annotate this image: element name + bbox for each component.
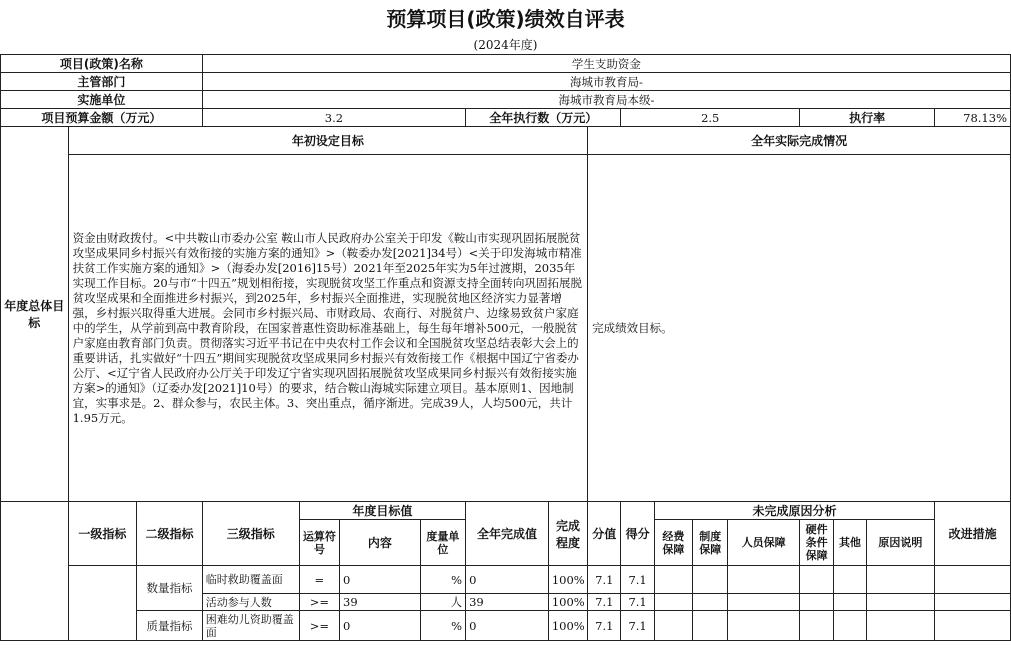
reason-staff-cell [728,594,800,611]
reasons-header: 未完成原因分析 [654,502,934,520]
reason-hardware-cell [800,611,834,641]
completion-cell: 100% [548,594,587,611]
level1-header: 一级指标 [68,502,137,566]
reason-other-cell [834,566,866,594]
unit-cell: % [420,611,465,641]
level2-cell: 数量指标 [137,566,203,611]
initial-goal-text: 资金由财政拨付。<中共鞍山市委办公室 鞍山市人民政府办公室关于印发《鞍山市实现巩固拓展脱贫攻坚成果同乡村振兴有效衔接的实施方案的通知》>（鞍委办发[2021]34号）<关于印发海城市精准扶贫工作实施方案的通知》>（海委办发[2016]15号）2021年至2025年实为5年过渡期，2035年实现工作目标。20与市“十四五”规划相衔接，实现脱贫攻坚工作重点和资源支持全面转向巩固拓展脱贫攻坚成果和全面推进乡村振兴，到2025年，乡村振兴全面推进，实现脱贫地区经济实力显著增强，乡村振兴取得重大进展。会同市乡村振兴局、市财政局、农商行、对脱贫户、边缘易致贫户家庭中的学生，从学前到高中教育阶段，在国家普惠性资助标准基础上，每生每年增补500元，一般脱贫户家庭由教育部门负责。贯彻落实习近平书记在中央农村工作会议和全国脱贫攻坚总结表彰大会上的重要讲话，扎实做好“十四五”期间实现脱贫攻坚成果同乡村振兴有效衔接工作《根据中国辽宁省委办公厅、<辽宁省人民政府办公厅关于印发辽宁省实现巩固拓展脱贫攻坚成果同乡村振兴有效衔接实施方案>的通知》（辽委办发[2021]10号）的要求，结合鞍山海城实际建立项目。基本原则1、因地制宜，实事求是。2、群众参与，农民主体。3、突出重点，循序渐进。完成39人，人均500元，共计1.95万元。 [68,155,588,502]
project-name-value: 学生支助资金 [202,55,1010,73]
level3-cell: 困难幼儿资助覆盖面 [202,611,299,641]
reason-other-cell [834,611,866,641]
improve-cell [935,566,1011,594]
level3-cell: 临时救助覆盖面 [202,566,299,594]
reason-explain-cell [866,594,935,611]
reason-funding-cell [654,611,692,641]
indicator-section-label [1,502,69,641]
initial-goal-header: 年初设定目标 [68,127,588,155]
level2-header: 二级指标 [137,502,203,566]
score-cell: 7.1 [621,611,654,641]
reason-funding-header: 经费保障 [654,520,692,566]
done-cell: 0 [466,611,549,641]
score-cell: 7.1 [621,566,654,594]
annual-target-header: 年度目标值 [299,502,465,520]
reason-funding-cell [654,594,692,611]
content-header: 内容 [340,520,421,566]
content-cell: 39 [340,594,421,611]
reason-hardware-header: 硬件条件保障 [800,520,834,566]
page-title: 预算项目(政策)绩效自评表 [386,7,625,31]
actual-result-header: 全年实际完成情况 [588,127,1011,155]
annual-goal-label: 年度总体目标 [1,127,69,502]
table-row [1,566,1011,594]
reason-hardware-cell [800,594,834,611]
content-cell: 0 [340,566,421,594]
level3-cell: 活动参与人数 [202,594,299,611]
score-value-cell: 7.1 [588,566,621,594]
operator-cell: >= [299,594,339,611]
reason-system-header: 制度保障 [693,520,728,566]
unit-header: 度量单位 [420,520,465,566]
improve-cell [935,611,1011,641]
level3-header: 三级指标 [202,502,299,566]
completion-cell: 100% [548,566,587,594]
score-value-header: 分值 [588,502,621,566]
reason-hardware-cell [800,566,834,594]
level2-cell: 质量指标 [137,611,203,641]
reason-other-cell [834,594,866,611]
actual-result-text: 完成绩效目标。 [588,155,1011,502]
unit-value: 海城市教育局本级- [202,91,1010,109]
operator-header: 运算符号 [299,520,339,566]
score-header: 得分 [621,502,654,566]
dept-label: 主管部门 [1,73,203,91]
reason-other-header: 其他 [834,520,866,566]
improve-header: 改进措施 [935,502,1011,566]
score-value-cell: 7.1 [588,611,621,641]
unit-label: 实施单位 [1,91,203,109]
page-subtitle: (2024年度) [473,38,538,52]
score-value-cell: 7.1 [588,594,621,611]
reason-system-cell [693,611,728,641]
reason-staff-cell [728,611,800,641]
unit-cell: 人 [420,594,465,611]
rate-value: 78.13% [935,109,1011,127]
reason-staff-cell [728,566,800,594]
project-name-label: 项目(政策)名称 [1,55,203,73]
table-row [1,611,1011,641]
content-cell: 0 [340,611,421,641]
rate-label: 执行率 [800,109,935,127]
annual-done-header: 全年完成值 [466,502,549,566]
reason-explain-cell [866,566,935,594]
evaluation-table [0,54,1011,641]
operator-cell: >= [299,611,339,641]
reason-system-cell [693,594,728,611]
completion-cell: 100% [548,611,587,641]
reason-funding-cell [654,566,692,594]
level1-cell [68,566,137,641]
exec-value: 2.5 [621,109,800,127]
score-cell: 7.1 [621,594,654,611]
operator-cell: = [299,566,339,594]
reason-explain-header: 原因说明 [866,520,935,566]
dept-value: 海城市教育局- [202,73,1010,91]
budget-label: 项目预算金额（万元） [1,109,203,127]
budget-value: 3.2 [202,109,465,127]
improve-cell [935,594,1011,611]
completion-header: 完成程度 [548,502,587,566]
exec-label: 全年执行数（万元） [466,109,621,127]
reason-explain-cell [866,611,935,641]
unit-cell: % [420,566,465,594]
done-cell: 0 [466,566,549,594]
reason-system-cell [693,566,728,594]
reason-staff-header: 人员保障 [728,520,800,566]
done-cell: 39 [466,594,549,611]
